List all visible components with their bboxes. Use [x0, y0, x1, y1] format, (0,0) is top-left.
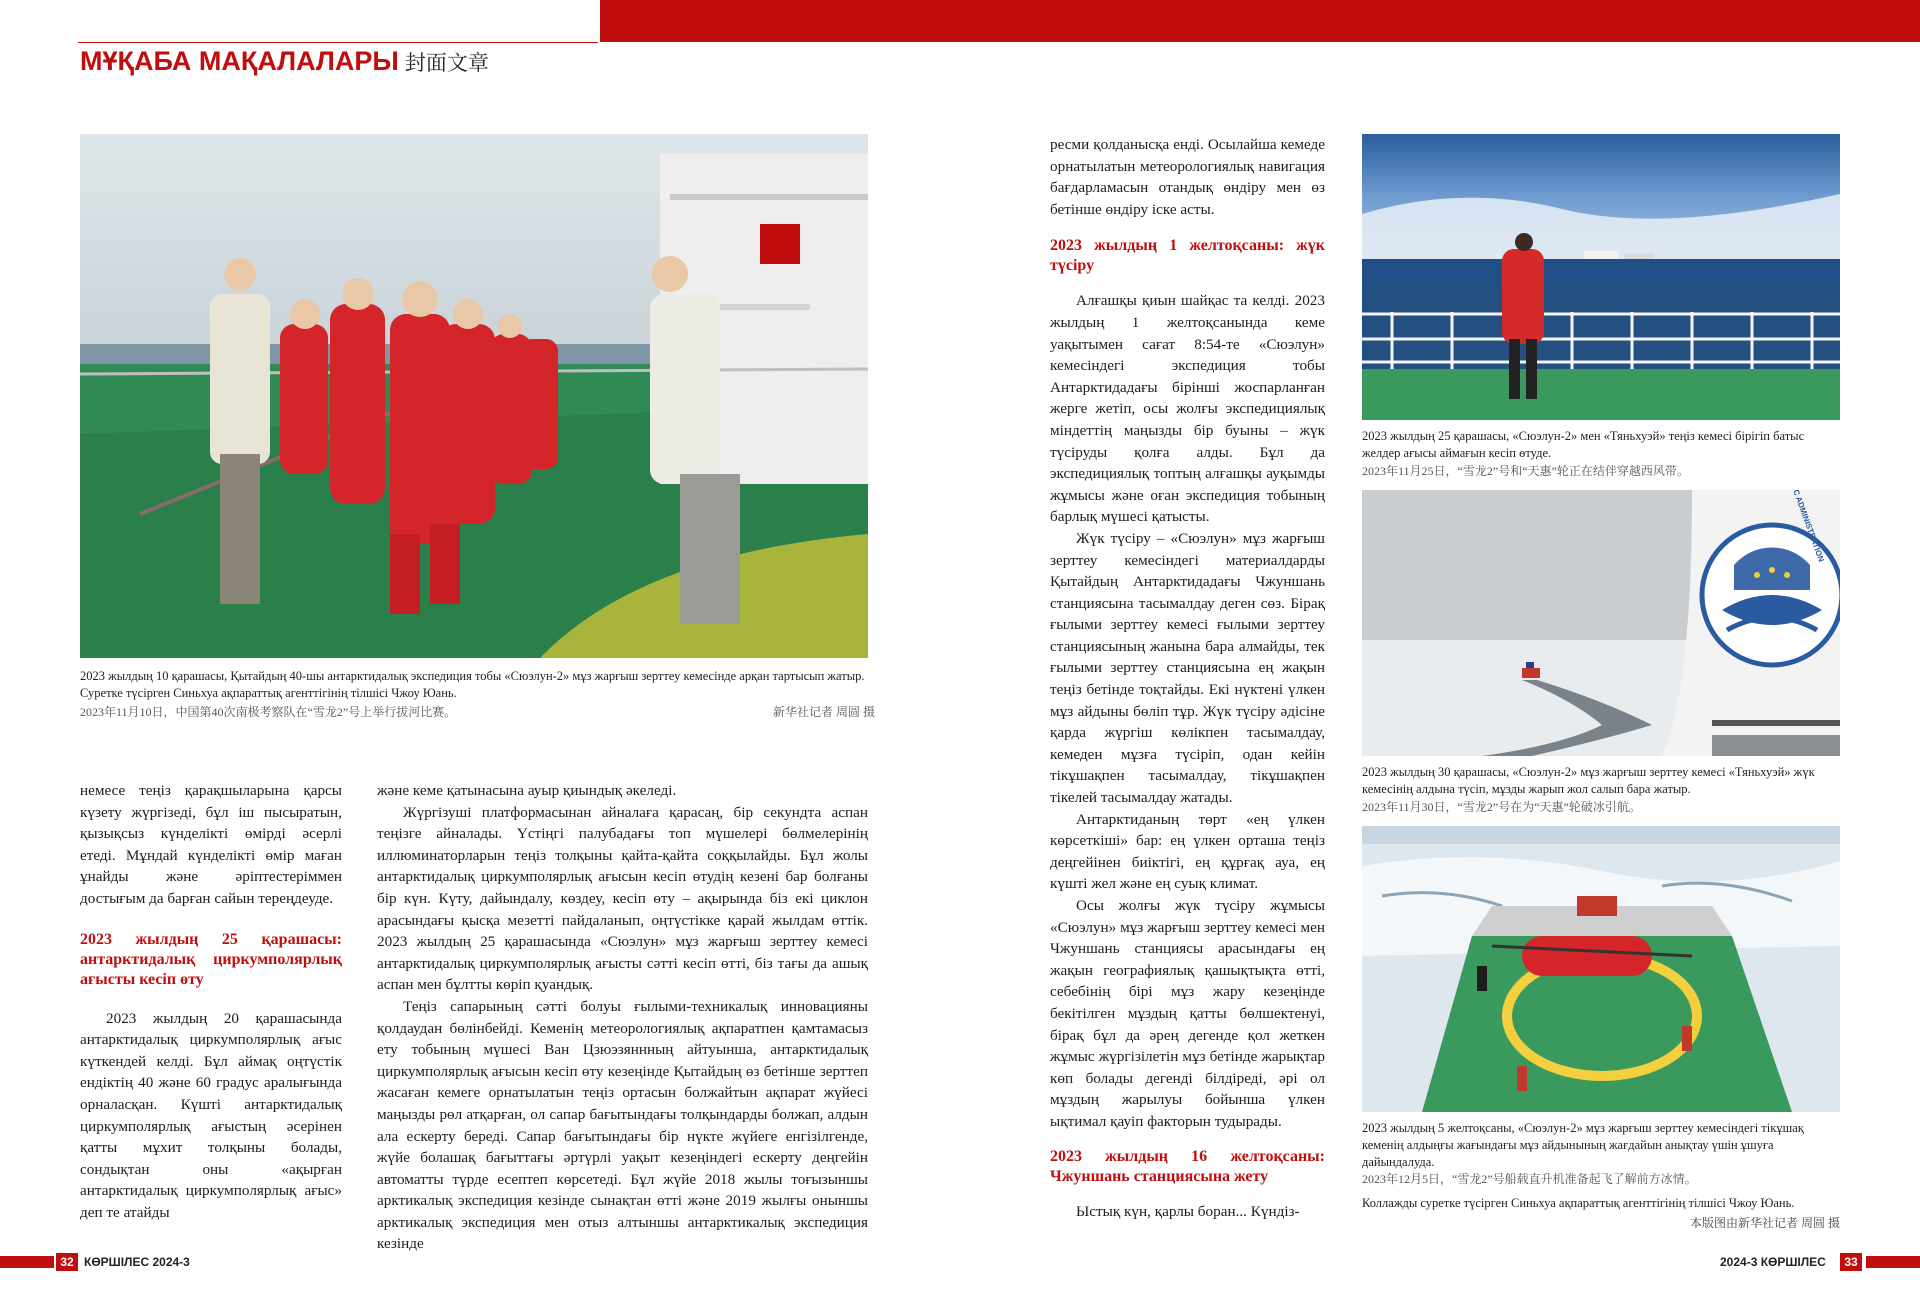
photo-helicopter-deck — [1362, 826, 1840, 1112]
col2-paragraph-2: Жүргізуші платформасынан айналаға қарасаң, бір секундта аспан теңізге айналады. Үстіңгі палубадағы топ мүшелері бөлмелерінің иллюминаторларын теңіз толқыны қайта-қайта соққылайды. Бұл жолы антарктидалық циркумполярлық ағысын кесіп өтудің кезені бар болғаны бір күн. Күту, дайындалу, көздеу, кесіп өту – ақырында біз екі циклон арасындағы қысқа мезетті пайдаланып, оңтүстікке қарай жылдам өттік. 2023 жылдың 25 қарашасында «Сюэлун» мұз жарғыш зерттеу кемесі антарктидалық циркумполярлық ағысты сәтті кесіп өтті, біз тағы да ашық аспан мен бұлтты көріп қуандық. — [377, 803, 868, 994]
photo-ships-at-sea — [1362, 134, 1840, 420]
col3-paragraph-4: Антарктиданың төрт «ең үлкен көрсеткіші» бар: ең үлкен орташа теңіз деңгейінен биіктігі, ең құрғақ ауа, ең күшті жел және ең суық климат. — [1050, 810, 1325, 893]
footer-left-bar — [0, 1256, 54, 1268]
photo4-caption-zh: 2023年12月5日，“雪龙2”号船载直升机准备起飞了解前方冰情。 — [1362, 1172, 1697, 1186]
text-column-1 — [80, 780, 342, 1224]
photo-icebreaker-escort — [1362, 490, 1840, 756]
header-rule — [78, 42, 598, 43]
photo3-caption: 2023 жылдың 30 қарашасы, «Сюэлун-2» мұз жарғыш зерттеу кемесі «Тяньхуэй» жүк кемесінің алдына түсіп, мұзды жарып жол салып бара жатыр. — [1362, 765, 1815, 796]
section-title — [80, 46, 489, 77]
col1-paragraph-2: 2023 жылдың 20 қарашасында антарктидалық циркумполярлық ағыс күткендей келді. Бұл аймақ оңтүстік ендіктің 40 және 60 градус аралығында орналасқан. Күшті антарктидалық циркумполярлық ағыстың әсерінен қатты мұхит толқыны болады, сондықтан оны «ақырған антарктидалық циркумполярлық ағыс» деп те атайды — [80, 1009, 342, 1221]
main-photo-image — [80, 134, 868, 658]
photo2-caption: 2023 жылдың 25 қарашасы, «Сюэлун-2» мен «Тяньхуэй» теңіз кемесі бірігіп батыс желдер ағысы аймағын кесіп өтуде. — [1362, 429, 1805, 460]
footer-left-text: КӨРШІЛЕС 2024-3 — [84, 1255, 190, 1269]
photo-icebreaker-image — [1362, 490, 1840, 756]
footer-right-text: 2024-3 КӨРШІЛЕС — [1720, 1255, 1826, 1269]
col3-subheading-1: 2023 жылдың 1 желтоқсаны: жүк түсіру — [1050, 237, 1325, 275]
main-photo-tug-of-war — [80, 134, 868, 658]
col1-subheading: 2023 жылдың 25 қарашасы: антарктидалық циркумполярлық ағысты кесіп өту — [80, 930, 342, 988]
page-number-right: 33 — [1840, 1253, 1862, 1271]
photo2-caption-zh: 2023年11月25日，“雪龙2”号和“天惠”轮正在结伴穿越西风带。 — [1362, 464, 1689, 478]
col3-subheading-2: 2023 жылдың 16 желтоқсаны: Чжуншань станциясына жету — [1050, 1147, 1325, 1185]
main-photo-caption: 2023 жылдың 10 қарашасы, Қытайдың 40-шы антарктидалық экспедиция тобы «Сюэлун-2» мұз жарғыш зерттеу кемесінде арқан тартысып жатыр. Суретке түсірген Синьхуа ақпараттық агенттігінің тілшісі Чжоу Юань. — [80, 669, 865, 700]
top-red-band — [600, 0, 1920, 42]
text-column-2 — [377, 780, 868, 1255]
page-number-left: 32 — [56, 1253, 78, 1271]
collage-credit-zh: 本版图由新华社记者 周圆 摄 — [1689, 1216, 1840, 1230]
photo-helicopter-image — [1362, 826, 1840, 1112]
photo4-caption: 2023 жылдың 5 желтоқсаны, «Сюэлун-2» мұз жарғыш зерттеу кемесіндегі тікұшақ кеменің алдыңғы жағындағы мұз айдынының жағдайын анықтау үшін ұшуға дайындалуда. — [1362, 1121, 1804, 1169]
photo3-caption-zh: 2023年11月30日，“雪龙2”号在为“天惠”轮破冰引航。 — [1362, 800, 1641, 814]
col3-paragraph-2: Алғашқы қиын шайқас та келді. 2023 жылдың 1 желтоқсанында кеме уақытымен сағат 8:54-те «Сюэлун» кемесіндегі экспедиция тобы Антарктидадағы бірінші жоспарланған жерге жетіп, осы жолғы экспедициялық міндеттің маңызды бір буыны – жүк түсіруды қолға алды. Бұл да экспедициялық топтың алғашқы ауқымды жұмысы және оған экспедиция тобының барлық мүшесі қатысты. — [1050, 292, 1325, 526]
col1-paragraph-1: немесе теңіз қарақшыларына қарсы күзету жүргізеді, бұл іш пысыратын, қызықсыз күнделікті өмірді әсерлі етеді. Мұндай күнделікті өмір маған ұнайды және әріптестеріммен достығым да барған сайын тереңдеуде. — [80, 782, 342, 907]
photo-ships-image — [1362, 134, 1840, 420]
footer-right-bar — [1866, 1256, 1920, 1268]
col3-paragraph-1: ресми қолданысқа енді. Осылайша кемеде орнатылатын метеорологиялық навигация бағдарламасын отандық өндіру мен өз бетінше өндіру іске асты. — [1050, 136, 1325, 218]
col3-paragraph-5: Осы жолғы жүк түсіру жұмысы «Сюэлун» мұз жарғыш зерттеу кемесі мен Чжуншань станциясы арасындағы ең жақын географиялық қашықтықта өтті, себебінің бірі мұз жару кезеңінде бекітілген мұздың қатты бөлшектенуі, бірақ бұл да әрең дегенде қол жеткен жұмыс жүргізілетін мұз бетінде жарықтар көп болады дегенді білдіреді, әрі ол мұздың жарылуы бойынша үлкен ықтимал қауіп факторын тудырады. — [1050, 897, 1325, 1130]
main-photo-caption-zh: 2023年11月10日，中国第40次南极考察队在“雪龙2”号上举行拔河比赛。 — [80, 705, 457, 719]
col2-paragraph-3: Теңіз сапарының сәтті болуы ғылыми-техникалық инновацияны қолдаудан бөлінбейді. Кеменің метеорологиялық ақпаратпен қамтамасыз ету тобының мүшесі Ван Цзюэзяннның айтуынша, антарктидалық циркумполярлық ағысын кесіп өту кезеңінде Қытайдың өз бетінше зерттеп жасаған кемеге орнатылатын теңіз ортасын болжайтын ақпарат жүйесі маңызды рөл атқарған, ол сапар бағытындағы толқындарды болжап, алдын ала ескерту береді. Сапар бағытындағы бір нүкте жүйеге енгізілгенде, жүйе болашақ бағыттағы әртүрлі уақыт кезеңіндегі ескерту деңгейін автоматты түрде есептеп көрсетеді. Бұл жүйе 2018 жылы тоғызыншы арктикалық экспедиция кезінде сынақтан өтті және 2019 жылғы оныншы арктикалық экспедиция мен отыз алтыншы антарктикалық экспедиция кезінде — [377, 997, 868, 1253]
text-column-3 — [1050, 134, 1325, 1222]
section-title-kk: МҰҚАБА МАҚАЛАЛАРЫ — [80, 46, 399, 76]
main-photo-credit-zh: 新华社记者 周圆 摄 — [772, 705, 875, 719]
section-title-zh: 封面文章 — [404, 52, 489, 75]
col3-paragraph-3: Жүк түсіру – «Сюэлун» мұз жарғыш зерттеу кемесіндегі материалдарды Қытайдың Антарктидадағы Чжуншань станциясына тасымалдау деген сөз. Бірақ ғылыми зерттеу кемесі ғылыми зерттеу станциясының жанына бара алмайды, тек ғылыми зерттеу станциясына ең жақын теңіз бетінде тоқтайды. Екі нүктені үлкен мұз айдыны бөліп тұр. Жүк түсіру әдісіне қарда жүргіш көлікпен тасымалдау, кемеден мұзға түсіріп, одан кейін тікұшақпен тасымалдау, тікұшақпен тікелей тасымалдау жатады. — [1050, 529, 1325, 807]
col2-paragraph-1: және кеме қатынасына ауыр қиындық әкеледі. — [377, 782, 677, 799]
collage-credit: Коллажды суретке түсірген Синьхуа ақпараттық агенттігінің тілшісі Чжоу Юань. — [1362, 1196, 1795, 1210]
col3-paragraph-6: Ыстық күн, қарлы боран... Күндіз- — [1076, 1202, 1300, 1220]
